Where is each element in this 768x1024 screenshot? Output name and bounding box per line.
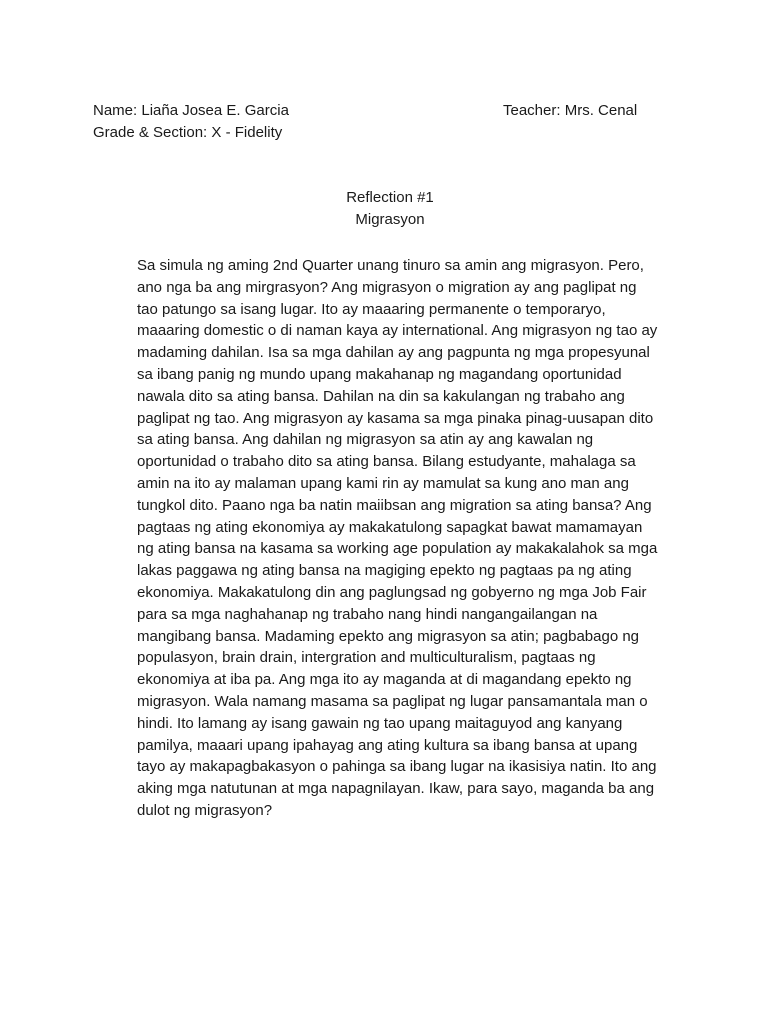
body-line: ekonomiya. Makakatulong din ang paglungsad ng gobyerno ng mga Job Fair <box>137 583 647 601</box>
body-line: ng ating bansa na kasama sa working age population ay makakalahok sa mga <box>137 540 658 558</box>
body-line: pamilya, maaari upang ipahayag ang ating kultura sa ibang bansa at upang <box>137 736 638 754</box>
reflection-title: Reflection #1 <box>346 189 434 206</box>
body-line: tungkol dito. Paano nga ba natin maiibsan ang migration sa ating bansa? Ang <box>137 496 652 514</box>
body-line: oportunidad o trabaho dito sa ating bansa. Bilang estudyante, mahalaga sa <box>137 453 636 471</box>
body-line: lakas paggawa ng ating bansa na magiging epekto ng pagtaas pa ng ating <box>137 562 632 580</box>
body-line: dulot ng migrasyon? <box>137 801 273 819</box>
grade-section: Grade & Section: X - Fidelity <box>93 124 283 141</box>
body-line: sa ating bansa. Ang dahilan ng migrasyon sa atin ay ang kawalan ng <box>137 431 594 449</box>
body-line: ano nga ba ang mirgrasyon? Ang migrasyon o migration ay ang paglipat ng <box>137 278 637 296</box>
body-line: populasyon, brain drain, intergration and multiculturalism, pagtaas ng <box>137 649 596 667</box>
body-line: para sa mga naghahanap ng trabaho nang hindi nangangailangan na <box>137 605 598 623</box>
body-line: sa ibang panig ng mundo upang makahanap ng magandang oportunidad <box>137 365 622 383</box>
body-line: ekonomiya at iba pa. Ang mga ito ay maganda at di magandang epekto ng <box>137 671 632 689</box>
body-line: amin na ito ay malaman upang kami rin ay mamulat sa kung ano man ang <box>137 474 629 492</box>
reflection-body <box>137 255 677 822</box>
body-line: tao patungo sa isang lugar. Ito ay maaaring permanente o temporaryo, <box>137 300 606 318</box>
teacher-name: Teacher: Mrs. Cenal <box>503 102 638 119</box>
body-line: nawala dito sa ating bansa. Dahilan na din sa kakulangan ng trabaho ang <box>137 387 625 405</box>
body-line: hindi. Ito lamang ay isang gawain ng tao upang maitaguyod ang kanyang <box>137 714 623 732</box>
student-name: Name: Liaña Josea E. Garcia <box>93 102 289 119</box>
body-line: mangibang bansa. Madaming epekto ang migrasyon sa atin; pagbabago ng <box>137 627 640 645</box>
body-line: maaaring domestic o di naman kaya ay international. Ang migrasyon ng tao ay <box>137 322 658 340</box>
body-line: migrasyon. Wala namang masama sa paglipat ng lugar pansamantala man o <box>137 692 648 710</box>
body-line: madaming dahilan. Isa sa mga dahilan ay ang pagpunta ng mga propesyunal <box>137 344 650 362</box>
reflection-subject: Migrasyon <box>355 211 425 228</box>
body-line: paglipat ng tao. Ang migrasyon ay kasama sa mga pinaka pinag-uusapan dito <box>137 409 654 427</box>
body-line: pagtaas ng ating ekonomiya ay makakatulong sapagkat bawat mamamayan <box>137 518 643 536</box>
body-line: aking mga natutunan at mga napagnilayan. Ikaw, para sayo, maganda ba ang <box>137 780 655 798</box>
body-line: Sa simula ng aming 2nd Quarter unang tinuro sa amin ang migrasyon. Pero, <box>137 257 644 274</box>
body-line: tayo ay makapagbakasyon o pahinga sa ibang lugar na ikasisiya natin. Ito ang <box>137 758 657 776</box>
